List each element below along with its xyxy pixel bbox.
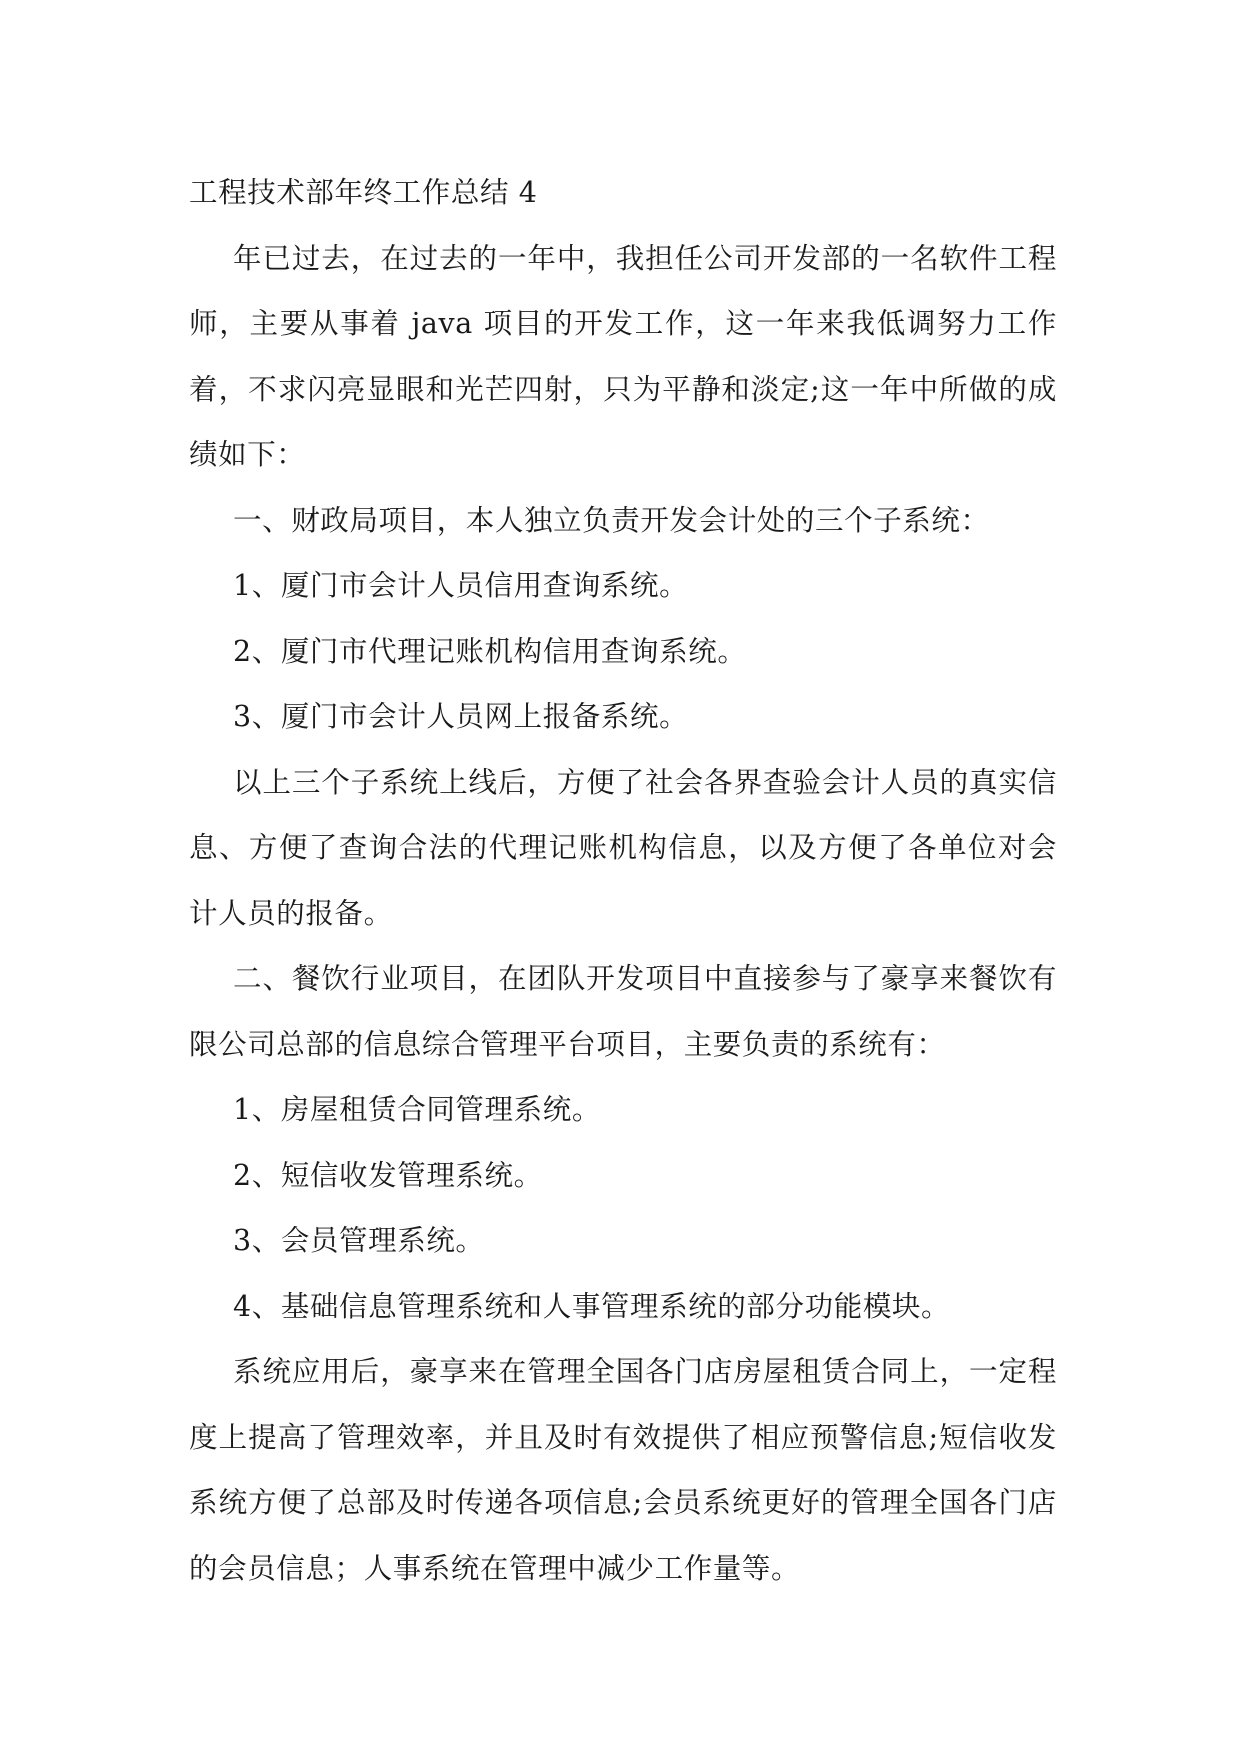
paragraph-section-two-heading: 二、餐饮行业项目，在团队开发项目中直接参与了豪享来餐饮有限公司总部的信息综合管理平台项目，主要负责的系统有： [189,962,1057,1061]
document-body [189,160,1057,1601]
paragraph-section-two-summary: 系统应用后，豪享来在管理全国各门店房屋租赁合同上，一定程度上提高了管理效率，并且及时有效提供了相应预警信息;短信收发系统方便了总部及时传递各项信息;会员系统更好的管理全国各门店的会员信息；人事系统在管理中减少工作量等。 [189,1355,1057,1585]
list-item-section-one-1: 1、厦门市会计人员信用查询系统。 [233,569,689,602]
list-item-section-one-2: 2、厦门市代理记账机构信用查询系统。 [233,634,747,668]
list-item-section-two-3: 3、会员管理系统。 [233,1224,485,1257]
paragraph-section-one-heading: 一、财政局项目，本人独立负责开发会计处的三个子系统： [233,503,990,537]
document-title: 工程技术部年终工作总结 4 [189,176,538,209]
list-item-section-two-1: 1、房屋租赁合同管理系统。 [233,1093,601,1126]
list-item-section-two-4: 4、基础信息管理系统和人事管理系统的部分功能模块。 [233,1289,951,1323]
list-item-section-one-3: 3、厦门市会计人员网上报备系统。 [233,700,689,733]
paragraph-section-one-summary: 以上三个子系统上线后，方便了社会各界查验会计人员的真实信息、方便了查询合法的代理记账机构信息，以及方便了各单位对会计人员的报备。 [189,765,1057,930]
list-item-section-two-2: 2、短信收发管理系统。 [233,1158,543,1192]
paragraph-intro: 年已过去，在过去的一年中，我担任公司开发部的一名软件工程师，主要从事着 java 项目的开发工作，这一年来我低调努力工作着，不求闪亮显眼和光芒四射，只为平静和淡定;这一年中所做的成绩如下： [189,241,1057,471]
